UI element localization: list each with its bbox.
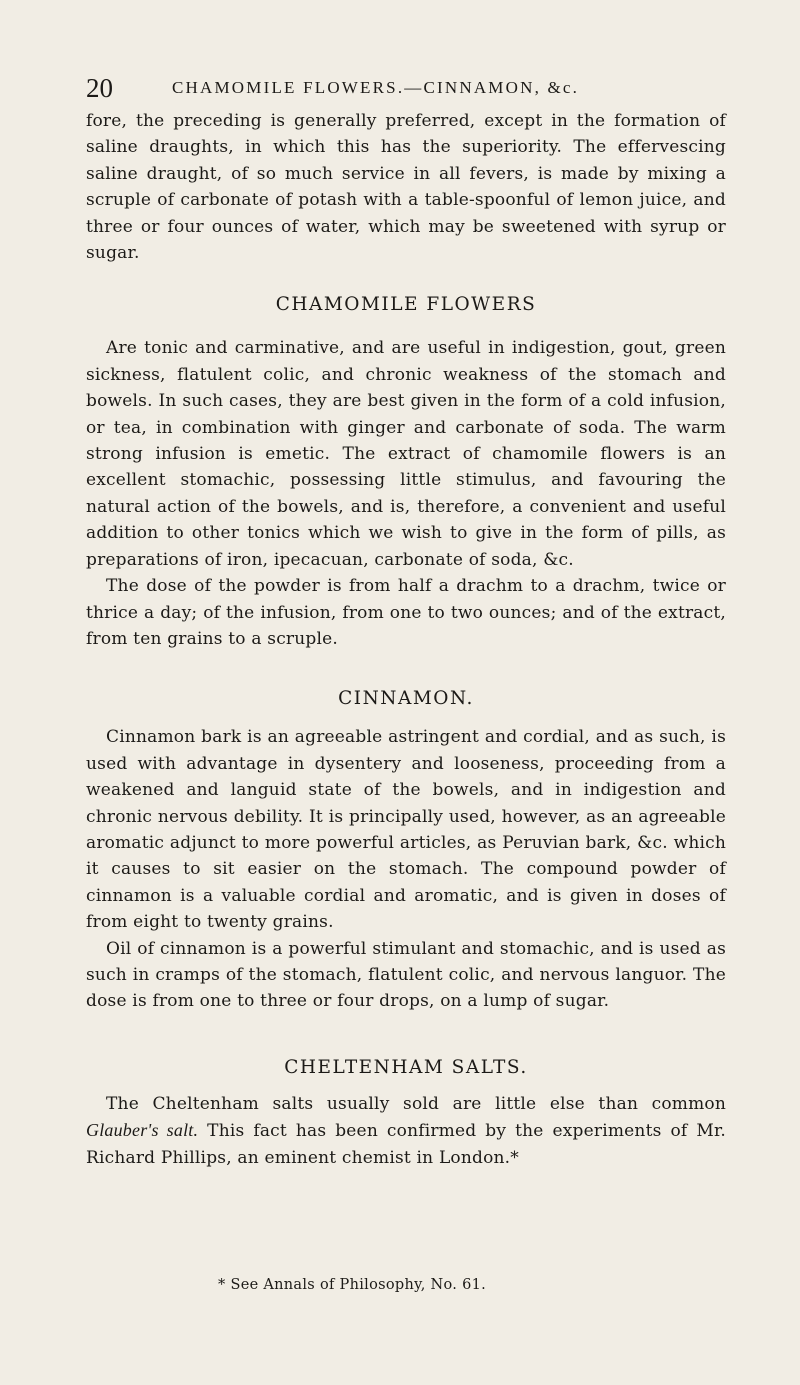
cheltenham-rest-text: This fact has been confirmed by the experiments of Mr. Richard Phillips, an eminent chemist in London.* xyxy=(86,1121,727,1168)
chamomile-paragraph-1: Are tonic and carminative, and are useful in indigestion, gout, green sickness, flatulent colic, and chronic weakness of the stomach and bowels. In such cases, they are best given in the form of a cold infusion, or tea, in combination with ginger and carbonate of soda. The warm strong infusion is emetic. The extract of chamomile flowers is an excellent stomachic, possessing little stimulus, and favouring the natural action of the bowels, and is, therefore, a convenient and useful addition to other tonics which we wish to give in the form of pills, as preparations of iron, ipecacuan, carbonate of soda, &c. xyxy=(86,338,726,570)
cheltenham-heading: CHELTENHAM SALTS. xyxy=(284,1056,528,1078)
chamomile-paragraph-2: The dose of the powder is from half a drachm to a drachm, twice or thrice a day; of the infusion, from one to two ounces; and of the extract, from ten grains to a scruple. xyxy=(86,576,726,649)
cinnamon-paragraph-2: Oil of cinnamon is a powerful stimulant and stomachic, and is used as such in cramps of the stomach, flatulent colic, and nervous languor. The dose is from one to three or four drops, on a lump of sugar. xyxy=(86,938,726,1012)
cheltenham-lead-text: The Cheltenham salts usually sold are little else than common xyxy=(106,1093,726,1114)
cinnamon-paragraph-1: Cinnamon bark is an agreeable astringent and cordial, and as such, is used with advantage in dysentery and looseness, proceeding from a weakened and languid state of the bowels, and in indigestion and chronic nervous debility. It is principally used, however, as an agreeable aromatic adjunct to more powerful articles, as Peruvian bark, &c. which it causes to sit easier on the stomach. The compound powder of cinnamon is a valuable cordial and aromatic, and is given in doses of from eight to twenty grains. xyxy=(86,727,726,933)
running-head: CHAMOMILE FLOWERS.—CINNAMON, &c. xyxy=(172,78,580,97)
body-text xyxy=(86,108,726,1171)
glaubers-salt-italic: Glauber's salt. xyxy=(86,1120,199,1141)
cinnamon-heading: CINNAMON. xyxy=(338,688,474,710)
cheltenham-paragraph-1 xyxy=(86,1091,726,1171)
intro-paragraph: fore, the preceding is generally preferred, except in the formation of saline draughts, in which this has the superiority. The effervescing saline draught, of so much service in all fevers, is made by mixing a scruple of carbonate of potash with a table-spoonful of lemon juice, and three or four ounces of water, which may be sweetened with syrup or sugar. xyxy=(86,111,726,264)
page-number: 20 xyxy=(86,73,113,103)
footnote: * See Annals of Philosophy, No. 61. xyxy=(218,1277,487,1293)
page-header xyxy=(86,70,726,106)
chamomile-heading: CHAMOMILE FLOWERS xyxy=(275,294,537,316)
